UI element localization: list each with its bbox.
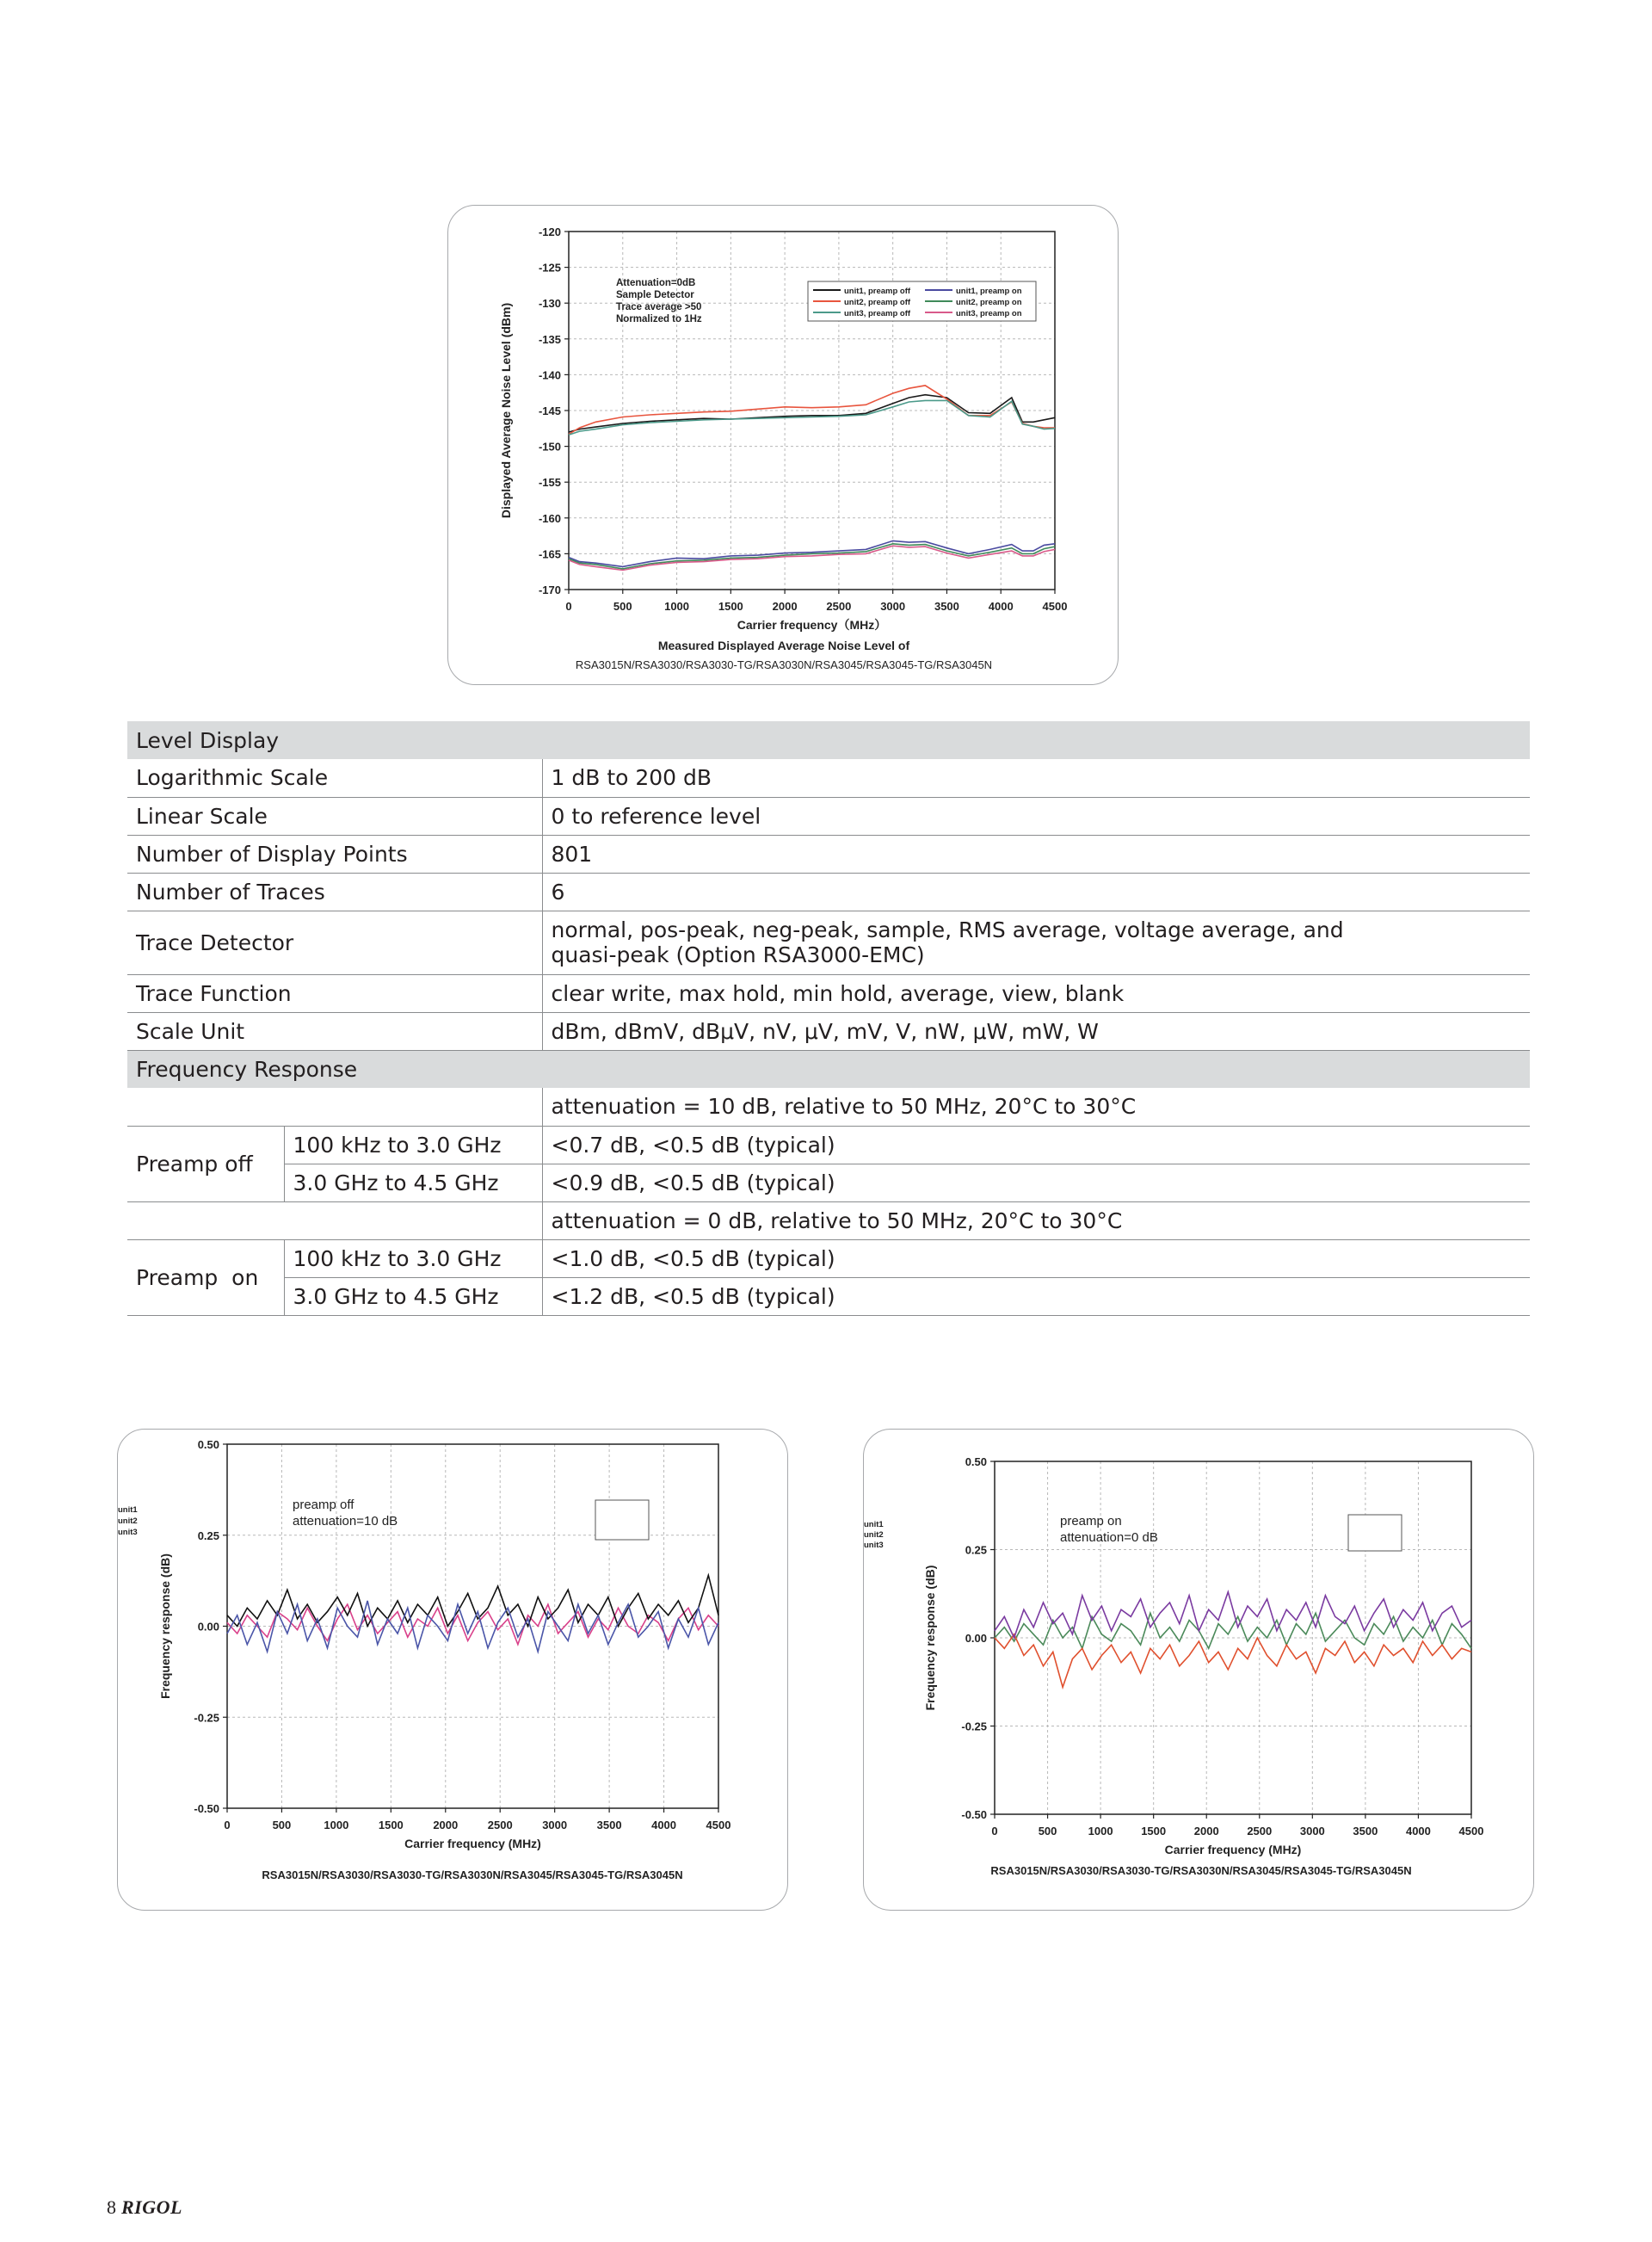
table-row <box>127 1277 1530 1315</box>
series-line <box>569 400 1055 435</box>
series-line <box>569 546 1055 570</box>
series-line <box>569 395 1055 432</box>
x-tick-label: 2500 <box>826 600 852 613</box>
table-row <box>127 797 1530 835</box>
row-value: 1 dB to 200 dB <box>542 759 1530 797</box>
x-tick-label: 1500 <box>378 1819 404 1831</box>
row-label: Number of Display Points <box>127 835 542 873</box>
x-tick-label: 500 <box>613 600 632 613</box>
table-row <box>127 1201 1530 1239</box>
range-label: 100 kHz to 3.0 GHz <box>284 1126 542 1164</box>
legend-label: unit2, preamp off <box>844 298 911 307</box>
section-title: Frequency Response <box>127 1050 1530 1088</box>
x-tick-label: 2000 <box>1193 1825 1219 1837</box>
spec-table <box>127 721 1530 1316</box>
table-row <box>127 974 1530 1012</box>
y-tick-label: -150 <box>538 440 561 454</box>
y-tick-label: -125 <box>538 261 561 275</box>
x-axis-label: Carrier frequency（MHz） <box>737 618 887 632</box>
table-row <box>127 1088 1530 1126</box>
y-axis-label: Frequency response (dB) <box>158 1553 172 1699</box>
x-tick-label: 0 <box>565 600 572 613</box>
y-tick-label: -145 <box>538 405 561 417</box>
row-value: <1.0 dB, <0.5 dB (typical) <box>542 1239 1530 1277</box>
annotation-text: preamp on <box>1060 1514 1122 1529</box>
x-tick-label: 2000 <box>433 1819 459 1831</box>
row-label: Trace Detector <box>127 911 542 974</box>
legend-box <box>1348 1515 1402 1551</box>
y-tick-label: -130 <box>538 297 561 311</box>
legend-label: unit3, preamp on <box>956 309 1022 318</box>
x-tick-label: 3000 <box>1299 1825 1325 1837</box>
x-tick-label: 2500 <box>487 1819 513 1831</box>
y-tick-label: -170 <box>538 584 561 596</box>
freq-response-on-chart <box>864 1430 1535 1912</box>
x-tick-label: 4000 <box>1405 1825 1431 1837</box>
condition-text: attenuation = 0 dB, relative to 50 MHz, 20°C to 30°C <box>542 1201 1530 1239</box>
y-tick-label: 0.50 <box>965 1455 987 1468</box>
freq-response-on-panel <box>863 1429 1534 1911</box>
y-tick-label: 0.50 <box>197 1438 219 1451</box>
section-header-frequency-response <box>127 1050 1530 1088</box>
x-tick-label: 500 <box>272 1819 292 1831</box>
table-row <box>127 1012 1530 1050</box>
legend-label: unit3 <box>118 1528 138 1537</box>
x-tick-label: 3500 <box>934 600 959 613</box>
y-axis-label: Frequency response (dB) <box>923 1565 937 1711</box>
freq-response-off-chart <box>118 1430 789 1912</box>
row-value: clear write, max hold, min hold, average, view, blank <box>542 974 1530 1012</box>
x-tick-label: 1000 <box>1088 1825 1113 1837</box>
annotation-text: Trace average >50 <box>616 302 702 312</box>
y-tick-label: 0.25 <box>197 1529 219 1542</box>
x-tick-label: 4500 <box>1042 600 1068 613</box>
row-value: <1.2 dB, <0.5 dB (typical) <box>542 1277 1530 1315</box>
table-row <box>127 1239 1530 1277</box>
preamp-off-label: Preamp off <box>127 1126 284 1201</box>
row-label: Number of Traces <box>127 873 542 911</box>
row-value: dBm, dBmV, dBμV, nV, μV, mV, V, nW, μW, mW, W <box>542 1012 1530 1050</box>
x-tick-label: 3000 <box>880 600 906 613</box>
row-label: Linear Scale <box>127 797 542 835</box>
section-header-level-display <box>127 721 1530 759</box>
y-tick-label: -135 <box>538 332 561 346</box>
row-value <box>542 911 1530 974</box>
x-tick-label: 3500 <box>1353 1825 1378 1837</box>
row-value-line: normal, pos-peak, neg-peak, sample, RMS average, voltage average, and <box>551 917 1344 942</box>
table-row <box>127 759 1530 797</box>
chart-caption: Measured Displayed Average Noise Level of <box>657 639 910 652</box>
annotation-text: Sample Detector <box>616 290 694 300</box>
row-value: 0 to reference level <box>542 797 1530 835</box>
x-tick-label: 3000 <box>542 1819 568 1831</box>
row-value: 6 <box>542 873 1530 911</box>
y-tick-label: -0.50 <box>194 1802 219 1815</box>
brand-logo: RIGOL <box>121 2196 182 2218</box>
table-row <box>127 1164 1530 1201</box>
y-tick-label: 0.25 <box>965 1543 987 1557</box>
page-number: 8 <box>107 2196 116 2218</box>
series-line <box>995 1613 1471 1648</box>
x-axis-label: Carrier frequency (MHz) <box>404 1837 541 1850</box>
row-label: Logarithmic Scale <box>127 759 542 797</box>
row-value: 801 <box>542 835 1530 873</box>
freq-response-off-panel <box>117 1429 788 1911</box>
y-tick-label: -165 <box>538 547 561 561</box>
y-tick-label: 0.00 <box>197 1620 219 1634</box>
table-row <box>127 1126 1530 1164</box>
chart-caption: RSA3015N/RSA3030/RSA3030-TG/RSA3030N/RSA3045/RSA3045-TG/RSA3045N <box>990 1864 1412 1877</box>
page-footer <box>107 2196 182 2219</box>
x-tick-label: 4500 <box>1458 1825 1484 1837</box>
y-tick-label: -0.25 <box>194 1711 219 1725</box>
y-axis-label: Displayed Average Noise Level (dBm) <box>499 302 513 519</box>
row-label: Scale Unit <box>127 1012 542 1050</box>
table-row <box>127 835 1530 873</box>
x-tick-label: 4000 <box>651 1819 677 1831</box>
y-tick-label: -155 <box>538 476 561 490</box>
table-row <box>127 873 1530 911</box>
x-tick-label: 2000 <box>772 600 798 613</box>
y-tick-label: -160 <box>538 511 561 525</box>
annotation-text: attenuation=10 dB <box>293 1514 398 1529</box>
row-value-line: quasi-peak (Option RSA3000-EMC) <box>551 942 925 967</box>
x-axis-label: Carrier frequency (MHz) <box>1164 1843 1302 1856</box>
preamp-on-label: Preamp on <box>127 1239 284 1315</box>
range-label: 3.0 GHz to 4.5 GHz <box>284 1164 542 1201</box>
condition-text: attenuation = 10 dB, relative to 50 MHz, 20°C to 30°C <box>542 1088 1530 1126</box>
section-title: Level Display <box>127 721 1530 759</box>
x-tick-label: 3500 <box>596 1819 622 1831</box>
y-tick-label: -120 <box>538 225 561 238</box>
x-tick-label: 1000 <box>324 1819 349 1831</box>
x-tick-label: 0 <box>224 1819 231 1831</box>
range-label: 100 kHz to 3.0 GHz <box>284 1239 542 1277</box>
legend-label: unit2 <box>864 1530 884 1540</box>
annotation-text: Attenuation=0dB <box>616 278 696 288</box>
danl-chart <box>448 206 1119 686</box>
row-value: <0.9 dB, <0.5 dB (typical) <box>542 1164 1530 1201</box>
annotation-text: preamp off <box>293 1498 354 1512</box>
y-tick-label: -0.25 <box>961 1720 987 1733</box>
table-row <box>127 911 1530 974</box>
range-label: 3.0 GHz to 4.5 GHz <box>284 1277 542 1315</box>
y-tick-label: 0.00 <box>965 1632 987 1645</box>
legend-label: unit1, preamp on <box>956 287 1022 296</box>
x-tick-label: 4000 <box>988 600 1014 613</box>
x-tick-label: 1000 <box>664 600 690 613</box>
legend-label: unit1 <box>118 1505 138 1515</box>
chart-caption: RSA3015N/RSA3030/RSA3030-TG/RSA3030N/RSA3045/RSA3045-TG/RSA3045N <box>262 1868 683 1881</box>
row-value: <0.7 dB, <0.5 dB (typical) <box>542 1126 1530 1164</box>
annotation-text: Normalized to 1Hz <box>616 314 702 324</box>
x-tick-label: 0 <box>991 1825 998 1837</box>
chart-caption: RSA3015N/RSA3030/RSA3030-TG/RSA3030N/RSA3045/RSA3045-TG/RSA3045N <box>575 658 993 671</box>
y-tick-label: -140 <box>538 368 561 382</box>
series-line <box>569 386 1055 435</box>
legend-label: unit2, preamp on <box>956 298 1022 307</box>
legend-label: unit1 <box>864 1520 884 1529</box>
x-tick-label: 1500 <box>1141 1825 1167 1837</box>
row-label: Trace Function <box>127 974 542 1012</box>
x-tick-label: 500 <box>1038 1825 1057 1837</box>
danl-chart-panel <box>447 205 1119 685</box>
legend-label: unit3 <box>864 1541 884 1550</box>
annotation-text: attenuation=0 dB <box>1060 1530 1158 1545</box>
legend-label: unit1, preamp off <box>844 287 911 296</box>
y-tick-label: -0.50 <box>961 1808 987 1821</box>
legend-label: unit3, preamp off <box>844 309 911 318</box>
legend-label: unit2 <box>118 1516 138 1526</box>
legend-box <box>595 1500 649 1540</box>
x-tick-label: 2500 <box>1247 1825 1273 1837</box>
series-line <box>995 1634 1471 1688</box>
x-tick-label: 1500 <box>718 600 743 613</box>
x-tick-label: 4500 <box>706 1819 731 1831</box>
